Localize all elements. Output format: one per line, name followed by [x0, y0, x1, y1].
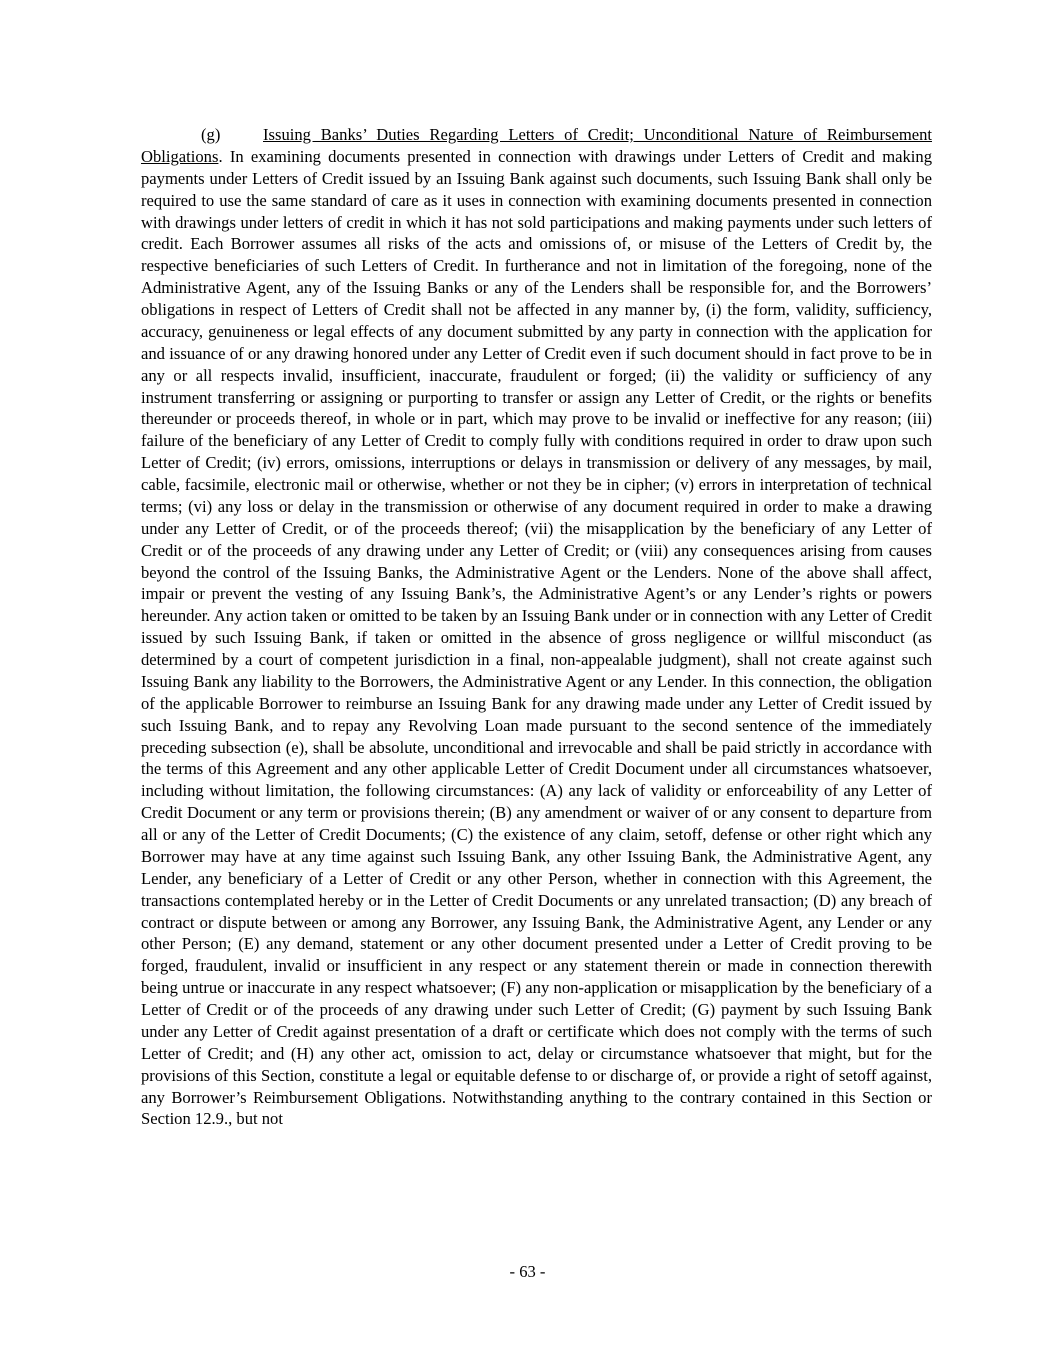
section-heading-punctuation: . — [218, 146, 223, 166]
page-number: - 63 - — [509, 1262, 546, 1281]
section-body-text: In examining documents presented in connection with drawings under Letters of Credit and making payments under Letters of Credit issued by an Issuing Bank against such documents, such Issuing Bank shall only be required to use the same standard of care as it uses in connection with examining documents presented in connection with drawings under letters of credit in which it has not sold participations and making payments under such letters of credit. Each Borrower assumes all risks of the acts and omissions of, or misuse of the Letters of Credit by, the respective beneficiaries of such Letters of Credit. In furtherance and not in limitation of the foregoing, none of the Administrative Agent, any of the Issuing Banks or any of the Lenders shall be responsible for, and the Borrowers’ obligations in respect of Letters of Credit shall not be affected in any manner by, (i) the form, validity, sufficiency, accuracy, genuineness or legal effects of any document submitted by any party in connection with the application for and issuance of or any drawing honored under any Letter of Credit even if such document should in fact prove to be in any or all respects invalid, insufficient, inaccurate, fraudulent or forged; (ii) the validity or sufficiency of any instrument transferring or assigning or purporting to transfer or assign any Letter of Credit, or the rights or benefits thereunder or proceeds thereof, in whole or in part, which may prove to be invalid or ineffective for any reason; (iii) failure of the beneficiary of any Letter of Credit to comply fully with conditions required in order to draw upon such Letter of Credit; (iv) errors, omissions, interruptions or delays in transmission or delivery of any messages, by mail, cable, facsimile, electronic mail or otherwise, whether or not they be in cipher; (v) errors in interpretation of technical terms; (vi) any loss or delay in the transmission or otherwise of any document required in order to make a drawing under any Letter of Credit, or of the proceeds thereof; (vii) the misapplication by the beneficiary of any Letter of Credit or of the proceeds of any drawing under any Letter of Credit; or (viii) any consequences arising from causes beyond the control of the Issuing Banks, the Administrative Agent or the Lenders. None of the above shall affect, impair or prevent the vesting of any Issuing Bank’s, the Administrative Agent’s or any Lender’s rights or powers hereunder. Any action taken or omitted to be taken by an Issuing Bank under or in connection with any Letter of Credit issued by such Issuing Bank, if taken or omitted in the absence of gross negligence or willful misconduct (as determined by a court of competent jurisdiction in a final, non-appealable judgment), shall not create against such Issuing Bank any liability to the Borrowers, the Administrative Agent or any Lender. In this connection, the obligation of the applicable Borrower to reimburse an Issuing Bank for any drawing made under any Letter of Credit issued by such Issuing Bank, and to repay any Revolving Loan made pursuant to the second sentence of the immediately preceding subsection (e), shall be absolute, unconditional and irrevocable and shall be paid strictly in accordance with the terms of this Agreement and any other applicable Letter of Credit Document under all circumstances whatsoever, including without limitation, the following circumstances: (A) any lack of validity or enforceability of any Letter of Credit Document or any term or provisions therein; (B) any amendment or waiver of or any consent to departure from all or any of the Letter of Credit Documents; (C) the existence of any claim, setoff, defense or other right which any Borrower may have at any time against such Issuing Bank, any other Issuing Bank, the Administrative Agent, any Lender, any beneficiary of a Letter of Credit or any other Person, whether in connection with this Agreement, the transactions contemplated hereby or in the Letter of Credit Documents or any unrelated transaction; (D) any breach of contract or dispute between or among any Borrower, any Issuing Bank, the Administrative Agent, any Lender or any other Person; (E) any demand, statement or any other document presented under a Letter of Credit proving to be forged, fraudulent, invalid or insufficient in any respect or any statement therein or made in connection therewith being untrue or inaccurate in any respect whatsoever; (F) any non-application or misapplication by the beneficiary of a Letter of Credit or of the proceeds of any drawing under such Letter of Credit; (G) payment by such Issuing Bank under any Letter of Credit against presentation of a draft or certificate which does not comply with the terms of such Letter of Credit; and (H) any other act, omission to act, delay or circumstance whatsoever that might, but for the provisions of this Section, constitute a legal or equitable defense to or discharge of, or provide a right of setoff against, any Borrower’s Reimbursement Obligations. Notwithstanding anything to the contrary contained in this Section or Section 12.9., but not — [141, 146, 932, 1129]
section-heading: Issuing Banks’ Duties Regarding Letters of Credit; Unconditional Nature of Reimbursement Obligations — [141, 125, 932, 166]
section-paragraph — [141, 124, 932, 1130]
section-label: (g) — [201, 125, 221, 144]
